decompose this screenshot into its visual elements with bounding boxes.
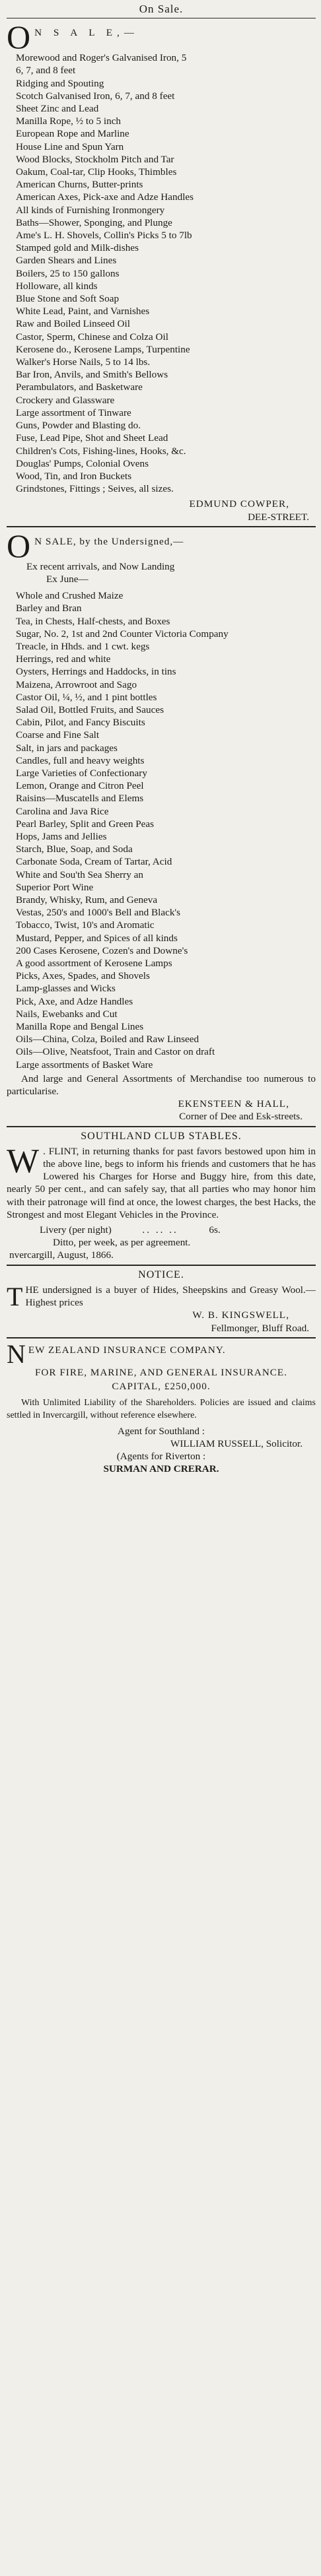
divider (7, 526, 316, 527)
ad-lead: N S A L E,— (34, 27, 139, 39)
ad-heading: SOUTHLAND CLUB STABLES. (81, 1130, 242, 1142)
list-item: 200 Cases Kerosene, Cozen's and Downe's (16, 944, 188, 956)
list-item: Large Varieties of Confectionary (16, 767, 147, 779)
address: DEE-STREET. (248, 511, 309, 523)
list-item: Tobacco, Twist, 10's and Aromatic (16, 919, 155, 931)
list-item: Baths—Shower, Sponging, and Plunge (16, 216, 172, 228)
list-item: American Churns, Butter-prints (16, 179, 143, 191)
list-item: White and Sou'th Sea Sherry an (16, 869, 143, 880)
divider (7, 1337, 316, 1338)
list-item: Pearl Barley, Split and Green Peas (16, 818, 155, 830)
list-item: Picks, Axes, Spades, and Shovels (16, 970, 150, 982)
closing-text: And large and General Assortments of Merchandise too numerous to particularise. (7, 1073, 316, 1098)
list-item: Oysters, Herrings and Haddocks, in tins (16, 666, 176, 678)
divider (7, 1265, 316, 1266)
list-item: Walker's Horse Nails, 5 to 14 lbs. (16, 356, 151, 368)
list-item: Wood Blocks, Stockholm Pitch and Tar (16, 153, 174, 165)
divider (7, 1126, 316, 1127)
newspaper-column (0, 3, 321, 2576)
address: Corner of Dee and Esk-streets. (179, 1111, 303, 1123)
list-item: Large assortments of Basket Ware (16, 1059, 153, 1071)
ad-heading: NOTICE. (138, 1269, 184, 1280)
list-item: American Axes, Pick-axe and Adze Handles (16, 191, 194, 203)
drop-cap: O (7, 18, 31, 56)
list-item: Sugar, No. 2, 1st and 2nd Counter Victoria Company (16, 628, 229, 640)
list-item: Blue Stone and Soft Soap (16, 293, 120, 305)
list-item: Stamped gold and Milk-dishes (16, 242, 139, 254)
list-item: All kinds of Furnishing Ironmongery (16, 204, 165, 216)
body-text: . FLINT, in returning thanks for past favors bestowed upon him in the above line, begs to inform his friends and customers that he has Lowered his Charges for Horse and Buggy hire, from this date, nearly 50 per cent., and can safely say, that all parties who may honor him with their patronage will find at once, the lowest charges, the best Hacks, the Strongest and most Elegant Vehicles in the Province. (7, 1145, 316, 1220)
list-item: Boilers, 25 to 150 gallons (16, 267, 120, 279)
list-item: Cabin, Pilot, and Fancy Biscuits (16, 717, 145, 729)
list-item: Treacle, in Hhds. and 1 cwt. kegs (16, 640, 150, 652)
subtitle: FOR FIRE, MARINE, AND GENERAL INSURANCE. (34, 1366, 287, 1378)
agent-name: WILLIAM RUSSELL, Solicitor. (170, 1437, 303, 1449)
list-item: Salad Oil, Bottled Fruits, and Sauces (16, 704, 164, 715)
address: Fellmonger, Bluff Road. (211, 1322, 309, 1334)
rate-label: Livery (per night) (40, 1224, 112, 1236)
list-item: Scotch Galvanised Iron, 6, 7, and 8 feet (16, 90, 175, 102)
list-item: Perambulators, and Basketware (16, 381, 143, 393)
intro-line: Ex June— (46, 573, 89, 585)
list-item: Garden Shears and Lines (16, 255, 117, 267)
list-item: Maizena, Arrowroot and Sago (16, 678, 137, 690)
list-item: Kerosene do., Kerosene Lamps, Turpentine (16, 343, 190, 355)
list-item: Superior Port Wine (16, 881, 94, 893)
list-item: House Line and Spun Yarn (16, 141, 124, 152)
list-item: Whole and Crushed Maize (16, 590, 124, 602)
rate-line (7, 1224, 316, 1236)
list-item: Morewood and Roger's Galvanised Iron, 5 (16, 52, 187, 64)
signature: EKENSTEEN & HALL, (178, 1098, 289, 1110)
list-item: Carbonate Soda, Cream of Tartar, Acid (16, 856, 172, 868)
list-item: Grindstones, Fittings ; Seives, all sizes. (16, 483, 174, 495)
ad-ekensteen-hall (7, 527, 316, 1123)
agent-label: (Agents for Riverton : (116, 1450, 206, 1462)
drop-cap: O (7, 527, 31, 564)
drop-cap: N (7, 1338, 26, 1369)
list-item: Barley and Bran (16, 603, 82, 614)
list-item: Sheet Zinc and Lead (16, 103, 99, 115)
list-item: Mustard, Pepper, and Spices of all kinds (16, 932, 178, 944)
list-item: Coarse and Fine Salt (16, 729, 100, 741)
leader-dots: .. .. .. (142, 1224, 178, 1236)
list-item: Pick, Axe, and Adze Handles (16, 995, 133, 1007)
list-item: Vestas, 250's and 1000's Bell and Black's (16, 907, 181, 919)
list-item: Lemon, Orange and Citron Peel (16, 780, 144, 792)
ad-edmund-cowper (7, 18, 316, 523)
list-item: Oils—China, Colza, Boiled and Raw Linseed (16, 1034, 199, 1045)
ad-lead: N SALE, by the Undersigned,— (34, 535, 184, 547)
ad-southland-club-stables (7, 1130, 316, 1262)
item-list (7, 589, 316, 1071)
list-item: Carolina and Java Rice (16, 805, 109, 817)
agent-label: Agent for Southland : (117, 1425, 205, 1437)
list-item: Wood, Tin, and Iron Buckets (16, 470, 132, 482)
list-item: Fuse, Lead Pipe, Shot and Sheet Lead (16, 432, 168, 444)
list-item: Herrings, red and white (16, 653, 111, 665)
ad-notice (7, 1269, 316, 1335)
drop-cap: W (7, 1142, 40, 1180)
list-item: Crockery and Glassware (16, 394, 115, 406)
ad-nz-insurance (7, 1338, 316, 1476)
list-item: European Rope and Marline (16, 128, 129, 140)
list-item: Bar Iron, Anvils, and Smith's Bellows (16, 369, 168, 381)
list-item: A good assortment of Kerosene Lamps (16, 958, 172, 970)
list-item: White Lead, Paint, and Varnishes (16, 306, 150, 317)
list-item: Large assortment of Tinware (16, 407, 131, 418)
signature: W. B. KINGSWELL, (192, 1309, 289, 1321)
rate-value: 6s. (209, 1224, 221, 1236)
list-item: Ame's L. H. Shovels, Collin's Picks 5 to 7lb (16, 230, 192, 242)
list-item: Raisins—Muscatells and Elems (16, 793, 144, 805)
list-item: Manilla Rope, ½ to 5 inch (16, 116, 122, 127)
list-item: Raw and Boiled Linseed Oil (16, 318, 130, 330)
list-item: Lamp-glasses and Wicks (16, 983, 116, 995)
list-item: Candles, full and heavy weights (16, 754, 145, 766)
dateline: nvercargill, August, 1866. (9, 1249, 114, 1261)
list-item: Children's Cots, Fishing-lines, Hooks, &c. (16, 445, 186, 457)
list-item: 6, 7, and 8 feet (16, 65, 76, 77)
list-item: Oakum, Coal-tar, Clip Hooks, Thimbles (16, 166, 177, 178)
list-item: Oils—Olive, Neatsfoot, Train and Castor on draft (16, 1046, 215, 1058)
list-item: Holloware, all kinds (16, 280, 98, 292)
list-item: Starch, Blue, Soap, and Soda (16, 843, 133, 855)
list-item: Douglas' Pumps, Colonial Ovens (16, 457, 149, 469)
list-item: Castor Oil, ¼, ½, and 1 pint bottles (16, 691, 157, 703)
signature: EDMUND COWPER, (189, 498, 289, 510)
rate-line: Ditto, per week, as per agreement. (53, 1237, 191, 1249)
list-item: Hops, Jams and Jellies (16, 830, 107, 842)
company-title: EW ZEALAND INSURANCE COMPANY. (28, 1344, 226, 1356)
item-list (7, 51, 316, 495)
intro-line: Ex recent arrivals, and Now Landing (26, 560, 175, 572)
list-item: Nails, Ewebanks and Cut (16, 1008, 118, 1020)
top-heading: On Sale. (139, 3, 184, 15)
list-item: Brandy, Whisky, Rum, and Geneva (16, 894, 158, 906)
liability-text: With Unlimited Liability of the Shareholders. Policies are issued and claims settled in Invercargill, without reference elsewhere. (7, 1398, 316, 1421)
body-text: HE undersigned is a buyer of Hides, Sheepskins and Greasy Wool.—Highest prices (25, 1284, 316, 1309)
list-item: Guns, Powder and Blasting do. (16, 420, 141, 432)
list-item: Ridging and Spouting (16, 77, 104, 89)
list-item: Salt, in jars and packages (16, 742, 118, 754)
list-item: Tea, in Chests, Half-chests, and Boxes (16, 615, 170, 627)
list-item: Castor, Sperm, Chinese and Colza Oil (16, 331, 168, 343)
list-item: Manilla Rope and Bengal Lines (16, 1021, 144, 1033)
capital: CAPITAL, £250,000. (112, 1380, 211, 1392)
agent-name: SURMAN AND CRERAR. (103, 1463, 219, 1475)
drop-cap: T (7, 1281, 23, 1311)
